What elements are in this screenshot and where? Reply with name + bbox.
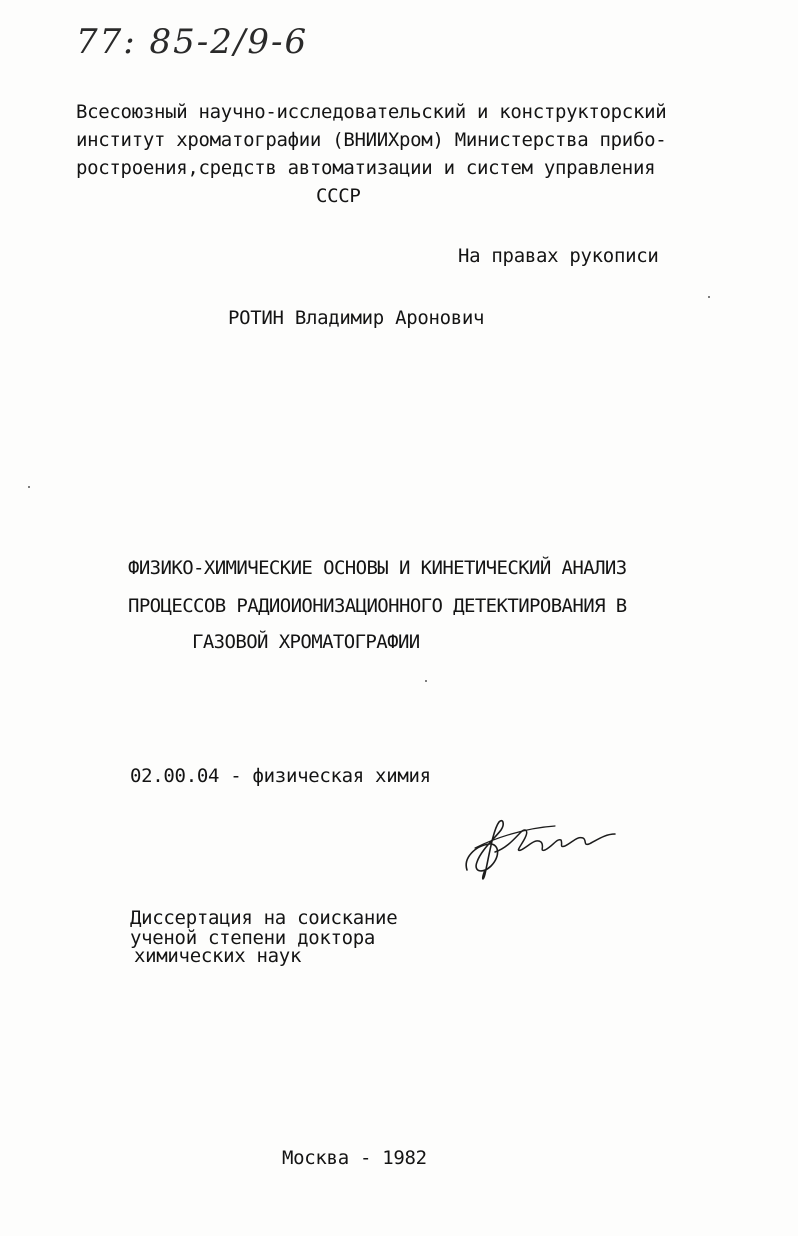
degree-line-3: химических наук [134,945,302,967]
rights-note: На правах рукописи [458,245,659,267]
degree-line-2: ученой степени доктора [130,927,376,949]
institution-line-4: СССР [316,185,361,207]
author-name: РОТИН Владимир Аронович [228,307,485,329]
archive-handwritten-mark: 77: 85-2/9-6 [76,22,309,62]
institution-line-1: Всесоюзный научно-исследовательский и конструкторский [76,101,667,123]
specialty-code: 02.00.04 - физическая химия [130,765,431,787]
degree-line-1: Диссертация на соискание [130,907,398,929]
institution-line-2: институт хроматографии (ВНИИХром) Министерства прибо- [76,129,667,151]
scan-speck [425,680,427,682]
place-year: Москва - 1982 [282,1147,427,1169]
scan-speck [708,296,710,298]
signature [455,808,645,888]
title-line-1: ФИЗИКО-ХИМИЧЕСКИЕ ОСНОВЫ И КИНЕТИЧЕСКИЙ АНАЛИЗ [128,557,627,579]
title-line-2: ПРОЦЕССОВ РАДИОИОНИЗАЦИОННОГО ДЕТЕКТИРОВАНИЯ В [128,595,627,617]
title-line-3: ГАЗОВОЙ ХРОМАТОГРАФИИ [192,631,420,653]
institution-line-3: ростроения,средств автоматизации и систем управления [76,157,656,179]
scan-speck [28,486,30,488]
